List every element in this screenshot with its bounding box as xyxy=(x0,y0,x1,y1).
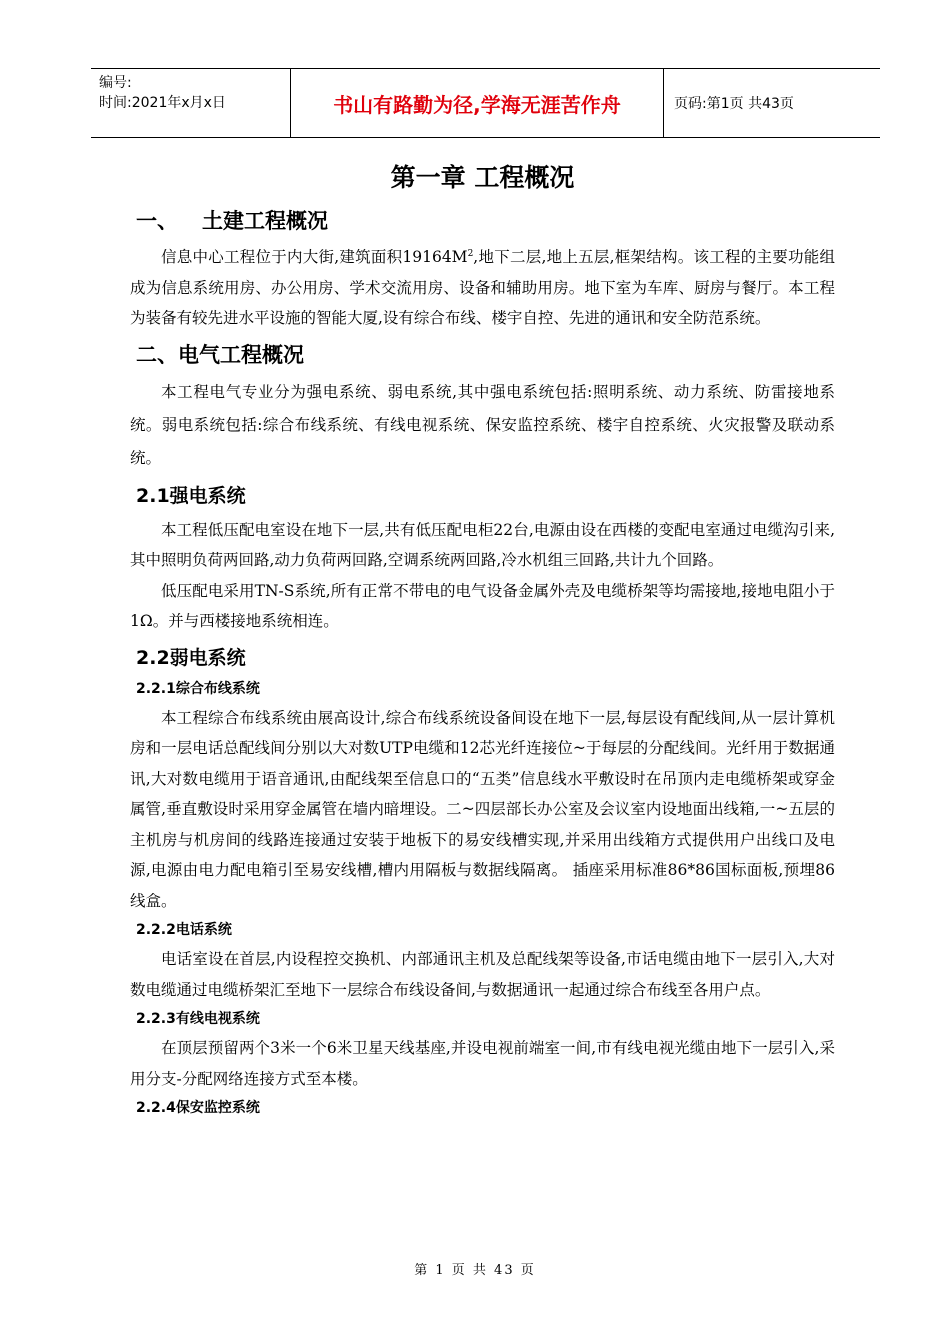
subsubsection-heading: 2.2.3有线电视系统 xyxy=(136,1011,260,1027)
section-number: 一、 xyxy=(136,209,178,233)
paragraph: 电话室设在首层,内设程控交换机、内部通讯主机及总配线架等设备,市话电缆由地下一层引入,大对数电缆通过电缆桥架汇至地下一层综合布线设备间,与数据通讯一起通过综合布线至各用户点。 xyxy=(130,950,835,999)
subsubsection-heading: 2.2.2电话系统 xyxy=(136,922,232,938)
paragraph: 本工程低压配电室设在地下一层,共有低压配电柜22台,电源由设在西楼的变配电室通过电缆沟引来,其中照明负荷两回路,动力负荷两回路,空调系统两回路,冷水机组三回路,共计九个回路。 xyxy=(130,520,835,569)
page-footer: 第 1 页 共 43 页 xyxy=(414,1263,536,1278)
page-header xyxy=(91,68,880,138)
subsubsection-heading: 2.2.1综合布线系统 xyxy=(136,680,260,697)
section-heading: 二、电气工程概况 xyxy=(136,342,304,367)
chapter-title: 第一章 工程概况 xyxy=(390,163,575,192)
paragraph-text: 信息中心工程位于内大街,建筑面积19164M xyxy=(161,248,468,266)
superscript: 2 xyxy=(467,248,474,259)
paragraph xyxy=(130,242,835,334)
document-body xyxy=(130,150,835,1122)
paragraph: 本工程综合布线系统由展高设计,综合布线系统设备间设在地下一层,每层设有配线间,从一层计算机房和一层电话总配线间分别以大对数UTP电缆和12芯光纤连接位~于每层的分配线间。光纤用于数据通讯,大对数电缆用于语音通讯,由配线架至信息口的“五类”信息线水平敷设时在吊顶内走电缆桥架或穿金属管,垂直敷设时采用穿金属管在墙内暗埋设。二~四层部长办公室及会议室内设地面出线箱,一~五层的主机房与机房间的线路连接通过安装于地板下的易安线槽实现,并采用出线箱方式提供用户出线口及电源,电源由电力配电箱引至易安线槽,槽内用隔板与数据线隔离。 插座采用标准86*86国标面板,预埋86线盒。 xyxy=(130,708,835,910)
subsection-heading: 2.2弱电系统 xyxy=(136,646,246,669)
subsubsection-heading: 2.2.4保安监控系统 xyxy=(136,1100,260,1116)
section-title: 土建工程概况 xyxy=(202,209,328,233)
subsection-heading: 2.1强电系统 xyxy=(136,484,246,507)
paragraph: 本工程电气专业分为强电系统、弱电系统,其中强电系统包括:照明系统、动力系统、防雷接地系统。弱电系统包括:综合布线系统、有线电视系统、保安监控系统、楼宇自控系统、火灾报警及联动系统。 xyxy=(130,382,835,467)
section-heading xyxy=(136,204,835,238)
paragraph: 在顶层预留两个3米一个6米卫星天线基座,并设电视前端室一间,市有线电视光缆由地下一层引入,采用分支-分配网络连接方式至本楼。 xyxy=(130,1039,835,1088)
time-label: 时间:2021年x月x日 xyxy=(99,95,226,111)
paragraph-text: ,地下二层,地上五层,框架结构。该工程的主要功能组成为信息系统用房、办公用房、学术交流用房、设备和辅助用房。地下室为车库、厨房与餐厅。本工程为装备有较先进水平设施的智能大厦,设有综合布线、楼宇自控、先进的通讯和安全防范系统。 xyxy=(130,248,835,327)
header-page-info: 页码:第1页 共43页 xyxy=(674,96,794,112)
header-motto: 书山有路勤为径,学海无涯苦作舟 xyxy=(291,69,664,137)
paragraph: 低压配电采用TN-S系统,所有正常不带电的电气设备金属外壳及电缆桥架等均需接地,接地电阻小于1Ω。并与西楼接地系统相连。 xyxy=(130,581,835,630)
header-meta xyxy=(91,69,291,137)
number-label: 编号: xyxy=(99,75,132,91)
